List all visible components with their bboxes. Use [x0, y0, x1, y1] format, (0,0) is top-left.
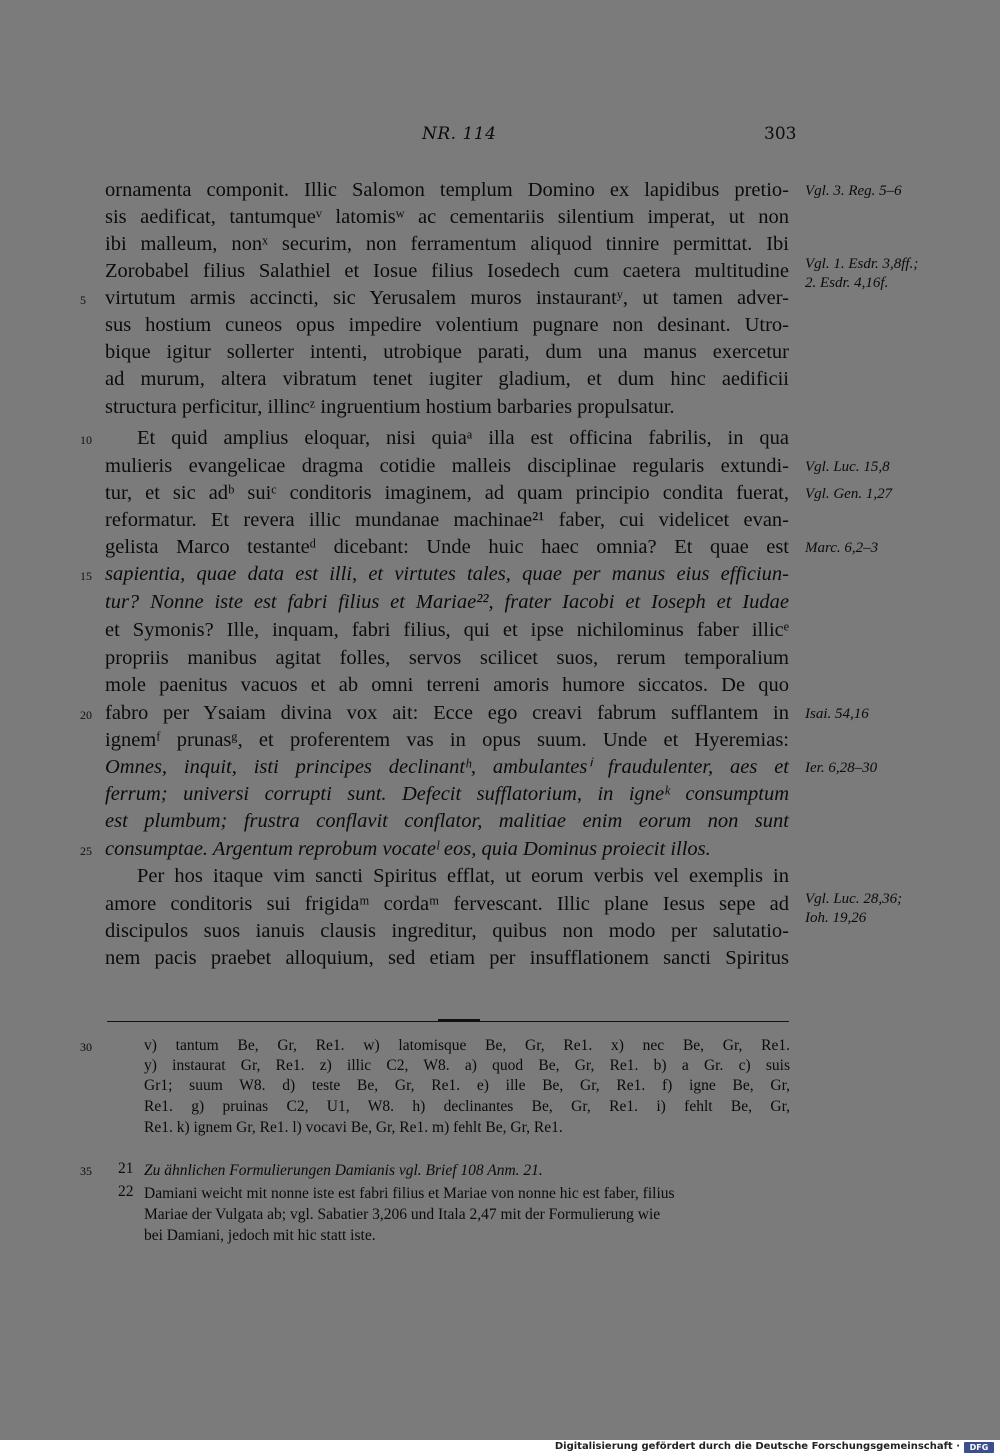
apparatus-line: y) instaurat Gr, Re1. z) illic C2, W8. a) quod Be, Gr, Re1. b) a Gr. c) suis [144, 1057, 790, 1074]
line-number: 25 [80, 844, 92, 858]
note-line: Damiani weicht mit nonne iste est fabri filius et Mariae von nonne hic est faber, filius [144, 1185, 675, 1202]
line-number: 10 [80, 433, 92, 447]
running-header: NR. 114 [422, 124, 497, 144]
body-line: structura perficitur, illincᶻ ingruentium hostium barbaries propulsatur. [105, 396, 675, 418]
line-number: 5 [80, 293, 86, 307]
body-line: ignemᶠ prunasᵍ, et proferentem vas in opus suum. Unde et Hyeremias: [105, 729, 789, 751]
line-number: 35 [80, 1164, 92, 1178]
body-line: fabro per Ysaiam divina vox ait: Ecce ego creavi fabrum sufflantem in [105, 702, 789, 724]
margin-reference: Ioh. 19,26 [805, 910, 867, 926]
funding-notice: Digitalisierung gefördert durch die Deutsche Forschungsgemeinschaft · [554, 1441, 960, 1452]
body-line: discipulos suos ianuis clausis ingreditur, quibus non modo per salutatio- [105, 920, 789, 942]
margin-reference: 2. Esdr. 4,16f. [805, 275, 889, 291]
body-line: consumptae. Argentum reprobum vocateˡ eos, quia Dominus proiecit illos. [105, 838, 711, 860]
body-line: mole paenitus vacuos et ab omni terreni amoris humore siccatos. De quo [105, 674, 789, 696]
body-line: ad murum, altera vibratum tenet iugiter gladium, et dum hinc aedificii [105, 368, 789, 390]
body-line: ornamenta componit. Illic Salomon templum Domino ex lapidibus pretio- [105, 179, 789, 201]
apparatus-line: Re1. k) ignem Gr, Re1. l) vocavi Be, Gr, Re1. m) fehlt Be, Gr, Re1. [144, 1119, 563, 1136]
body-line: reformatur. Et revera illic mundanae machinae²¹ faber, cui videlicet evan- [105, 509, 789, 531]
note-line: Mariae der Vulgata ab; vgl. Sabatier 3,206 und Itala 2,47 mit der Formulierung wie [144, 1206, 661, 1223]
margin-reference: Ier. 6,28–30 [805, 760, 878, 776]
apparatus-line: Gr1; suum W8. d) teste Be, Gr, Re1. e) ille Be, Gr, Re1. f) igne Be, Gr, [144, 1077, 790, 1094]
note-line: Zu ähnlichen Formulierungen Damianis vgl. Brief 108 Anm. 21. [144, 1162, 543, 1179]
margin-reference: Isai. 54,16 [805, 706, 869, 722]
body-line: sapientia, quae data est illi, et virtutes tales, quae per manus eius efficiun- [105, 563, 789, 585]
body-line: tur, et sic adᵇ suiᶜ conditoris imaginem, ad quam principio condita fuerat, [105, 482, 789, 504]
line-number: 30 [80, 1040, 92, 1054]
margin-reference: Vgl. Luc. 15,8 [805, 459, 890, 475]
body-line: Zorobabel filius Salathiel et Iosue filius Iosedech cum caetera multitudine [105, 260, 789, 282]
body-line: Et quid amplius eloquar, nisi quiaᵃ illa est officina fabrilis, in qua [137, 427, 789, 449]
body-line: sus hostium cuneos opus impedire volentium pugnare non desinant. Utro- [105, 314, 789, 336]
body-line: Per hos itaque vim sancti Spiritus efflat, ut eorum verbis vel exemplis in [137, 865, 789, 887]
body-line: propriis manibus agitat folles, servos scilicet suos, rerum temporalium [105, 647, 789, 669]
body-line: sis aedificat, tantumqueᵛ latomisʷ ac cementariis silentium imperat, ut non [105, 206, 789, 228]
note-number: 21 [118, 1160, 134, 1177]
body-line: ferrum; universi corrupti sunt. Defecit sufflatorium, in igneᵏ consumptum [105, 783, 789, 805]
apparatus-line: Re1. g) pruinas C2, U1, W8. h) declinantes Be, Gr, Re1. i) fehlt Be, Gr, [144, 1098, 790, 1115]
margin-reference: Vgl. 3. Reg. 5–6 [805, 183, 902, 199]
margin-reference: Vgl. Gen. 1,27 [805, 486, 893, 502]
body-line: Omnes, inquit, isti principes declinantʰ, ambulantesⁱ fraudulenter, aes et [105, 756, 789, 778]
page-number: 303 [764, 124, 797, 144]
body-line: mulieris evangelicae dragma cotidie malleis disciplinae regularis extundi- [105, 455, 789, 477]
apparatus-line: v) tantum Be, Gr, Re1. w) latomisque Be, Gr, Re1. x) nec Be, Gr, Re1. [144, 1037, 790, 1054]
note-number: 22 [118, 1183, 134, 1200]
footer-bar [0, 1440, 1000, 1455]
line-number: 15 [80, 569, 92, 583]
body-line: ibi malleum, nonˣ securim, non ferramentum aliquod tinnire permittat. Ibi [105, 233, 789, 255]
line-number: 20 [80, 708, 92, 722]
footnote-separator-mark [438, 1019, 480, 1022]
body-line: bique igitur sollerter intenti, utrobique parati, dum una manus exercetur [105, 341, 789, 363]
body-line: est plumbum; frustra conflavit conflator, malitiae enim eorum non sunt [105, 810, 789, 832]
body-line: amore conditoris sui frigidaᵐ cordaᵐ fervescant. Illic plane Iesus sepe ad [105, 893, 789, 915]
body-line: nem pacis praebet alloquium, sed etiam per insufflationem sancti Spiritus [105, 947, 789, 969]
body-line: gelista Marco testanteᵈ dicebant: Unde huic haec omnia? Et quae est [105, 536, 789, 558]
margin-reference: Vgl. Luc. 28,36; [805, 891, 903, 907]
margin-reference: Marc. 6,2–3 [805, 540, 879, 556]
dfg-logo: DFG [964, 1442, 994, 1453]
note-line: bei Damiani, jedoch mit hic statt iste. [144, 1227, 376, 1244]
margin-reference: Vgl. 1. Esdr. 3,8ff.; [805, 256, 919, 272]
body-line: et Symonis? Ille, inquam, fabri filius, qui et ipse nichilominus faber illicᵉ [105, 619, 789, 641]
body-line: tur? Nonne iste est fabri filius et Mariae²², frater Iacobi et Ioseph et Iudae [105, 591, 789, 613]
body-line: virtutum armis accincti, sic Yerusalem muros instaurantʸ, ut tamen adver- [105, 287, 789, 309]
